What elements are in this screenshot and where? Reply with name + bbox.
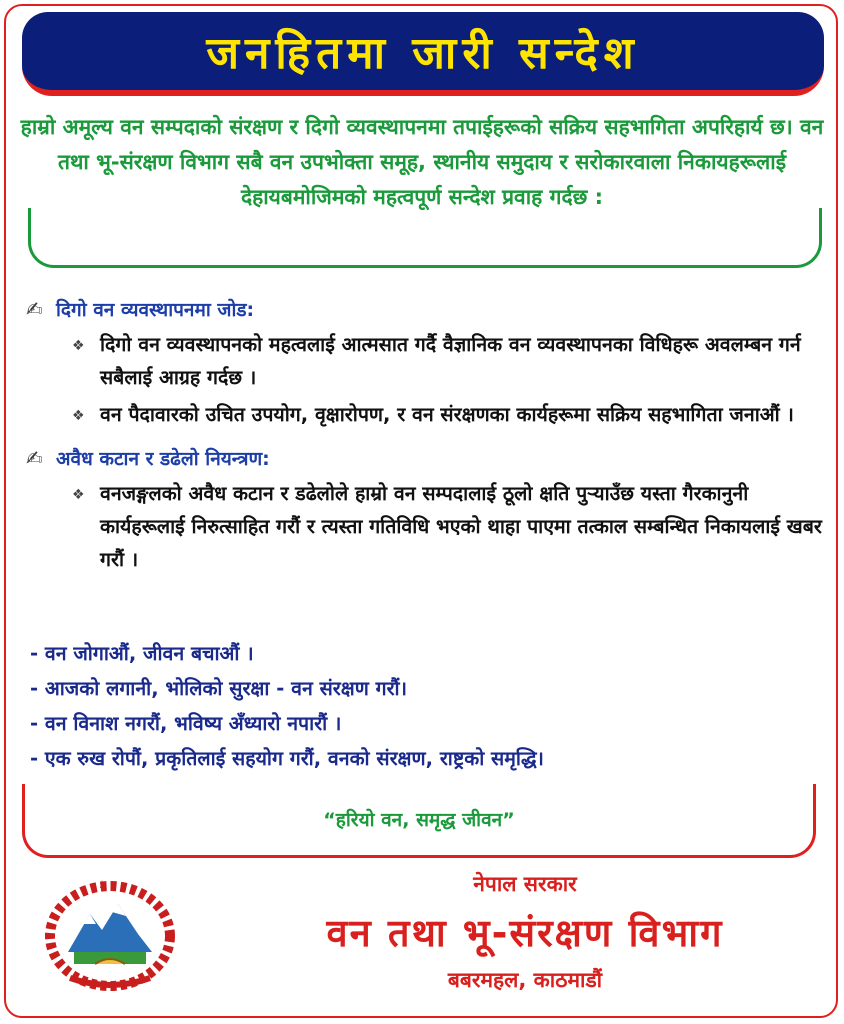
message-sections	[26, 296, 826, 580]
list-item-text: दिगो वन व्यवस्थापनको महत्वलाई आत्मसात गर्दै वैज्ञानिक वन व्यवस्थापनका विधिहरू अवलम्बन गर्न सबैलाई आग्रह गर्दछ ।	[100, 333, 801, 389]
list-item	[26, 398, 826, 433]
pen-icon: ✍	[26, 297, 43, 321]
section-heading-text: दिगो वन व्यवस्थापनमा जोड:	[56, 299, 255, 321]
title-banner	[22, 12, 824, 96]
slogan: - वन जोगाऔं, जीवन बचाऔं ।	[30, 642, 254, 665]
list-item	[26, 328, 826, 394]
slogan: - एक रुख रोपौं, प्रकृतिलाई सहयोग गरौं, वनको संरक्षण, राष्ट्रको समृद्धि।	[30, 747, 544, 770]
list-item-text: वनजङ्गलको अवैध कटान र डढेलोले हाम्रो वन सम्पदालाई ठूलो क्षति पुऱ्याउँछ यस्ता गैरकानुनी कार्यहरूलाई निरुत्साहित गरौं र त्यस्ता गतिविधि भएको थाहा पाएमा तत्काल सम्बन्धित निकायलाई खबर गरौं ।	[100, 482, 822, 571]
section-heading	[26, 445, 826, 471]
department-name: वन तथा भू-संरक्षण विभाग	[326, 911, 724, 955]
list-item	[26, 477, 826, 576]
list-item-text: वन पैदावारको उचित उपयोग, वृक्षारोपण, र वन संरक्षणका कार्यहरूमा सक्रिय सहभागिता जनाऔं ।	[100, 403, 794, 426]
government-name: नेपाल सरकार	[473, 872, 577, 896]
department-address: बबरमहल, काठमाडौं	[447, 968, 603, 992]
diamond-icon: ❖	[72, 408, 85, 424]
pen-icon: ✍	[26, 446, 43, 470]
diamond-icon: ❖	[72, 338, 85, 354]
intro-underline	[28, 208, 822, 268]
section-heading-text: अवैध कटान र डढेलो नियन्त्रण:	[56, 448, 270, 470]
diamond-icon: ❖	[72, 487, 85, 503]
slogan: - वन विनाश नगरौं, भविष्य अँध्यारो नपारौं ।	[30, 712, 342, 735]
slogan-list	[30, 636, 820, 776]
section-heading	[26, 296, 826, 322]
slogan: - आजको लगानी, भोलिको सुरक्षा - वन संरक्षण गरौं।	[30, 677, 407, 700]
nepal-emblem-icon	[40, 874, 180, 994]
intro-text: हाम्रो अमूल्य वन सम्पदाको संरक्षण र दिगो व्यवस्थापनमा तपाईहरूको सक्रिय सहभागिता अपरिहार्य छ। वन तथा भू-संरक्षण विभाग सबै वन उपभोक्ता समूह, स्थानीय समुदाय र सरोकारवाला निकायहरूलाई देहायबमोजिमको महत्वपूर्ण सन्देश प्रवाह गर्दछ :	[20, 115, 824, 209]
footer	[220, 870, 830, 994]
motto: “हरियो वन, समृद्ध जीवन”	[323, 809, 515, 831]
page-title: जनहितमा जारी सन्देश	[206, 28, 640, 79]
